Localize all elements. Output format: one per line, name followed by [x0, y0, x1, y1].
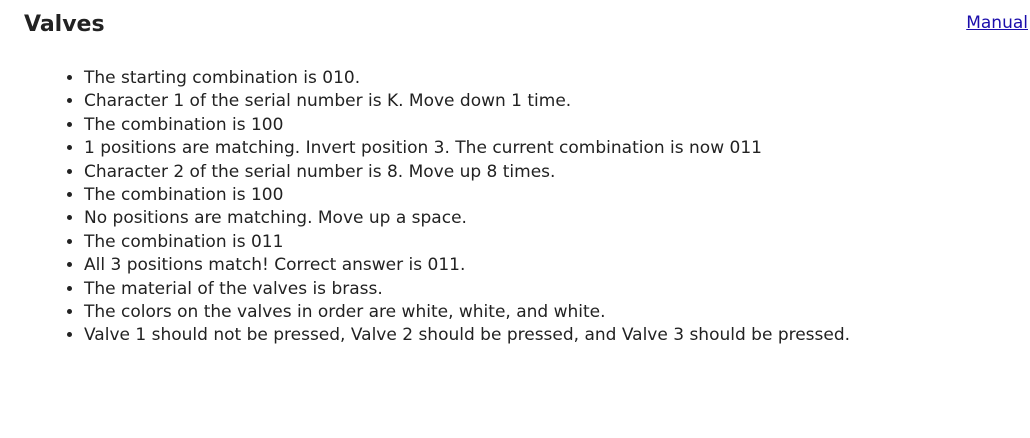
list-item: • The material of the valves is brass.: [84, 278, 1024, 301]
list-item: • The starting combination is 010.: [84, 67, 1024, 90]
list-item: • Valve 1 should not be pressed, Valve 2 should be pressed, and Valve 3 should be pressed.: [84, 324, 1024, 347]
list-item: • The combination is 100: [84, 184, 1024, 207]
list-item: • The combination is 100: [84, 114, 1024, 137]
list-item: • All 3 positions match! Correct answer is 011.: [84, 254, 1024, 277]
list-item: • Character 2 of the serial number is 8. Move up 8 times.: [84, 161, 1024, 184]
manual-link[interactable]: Manual: [966, 13, 1028, 33]
list-item: • The colors on the valves in order are white, white, and white.: [84, 301, 1024, 324]
list-item: • Character 1 of the serial number is K. Move down 1 time.: [84, 90, 1024, 113]
list-item: • No positions are matching. Move up a space.: [84, 207, 1024, 230]
list-item: • The combination is 011: [84, 231, 1024, 254]
page-title: Valves: [24, 12, 105, 37]
solution-steps-list: [46, 67, 1024, 348]
page-header: [0, 0, 1030, 50]
list-item: • 1 positions are matching. Invert position 3. The current combination is now 011: [84, 137, 1024, 160]
